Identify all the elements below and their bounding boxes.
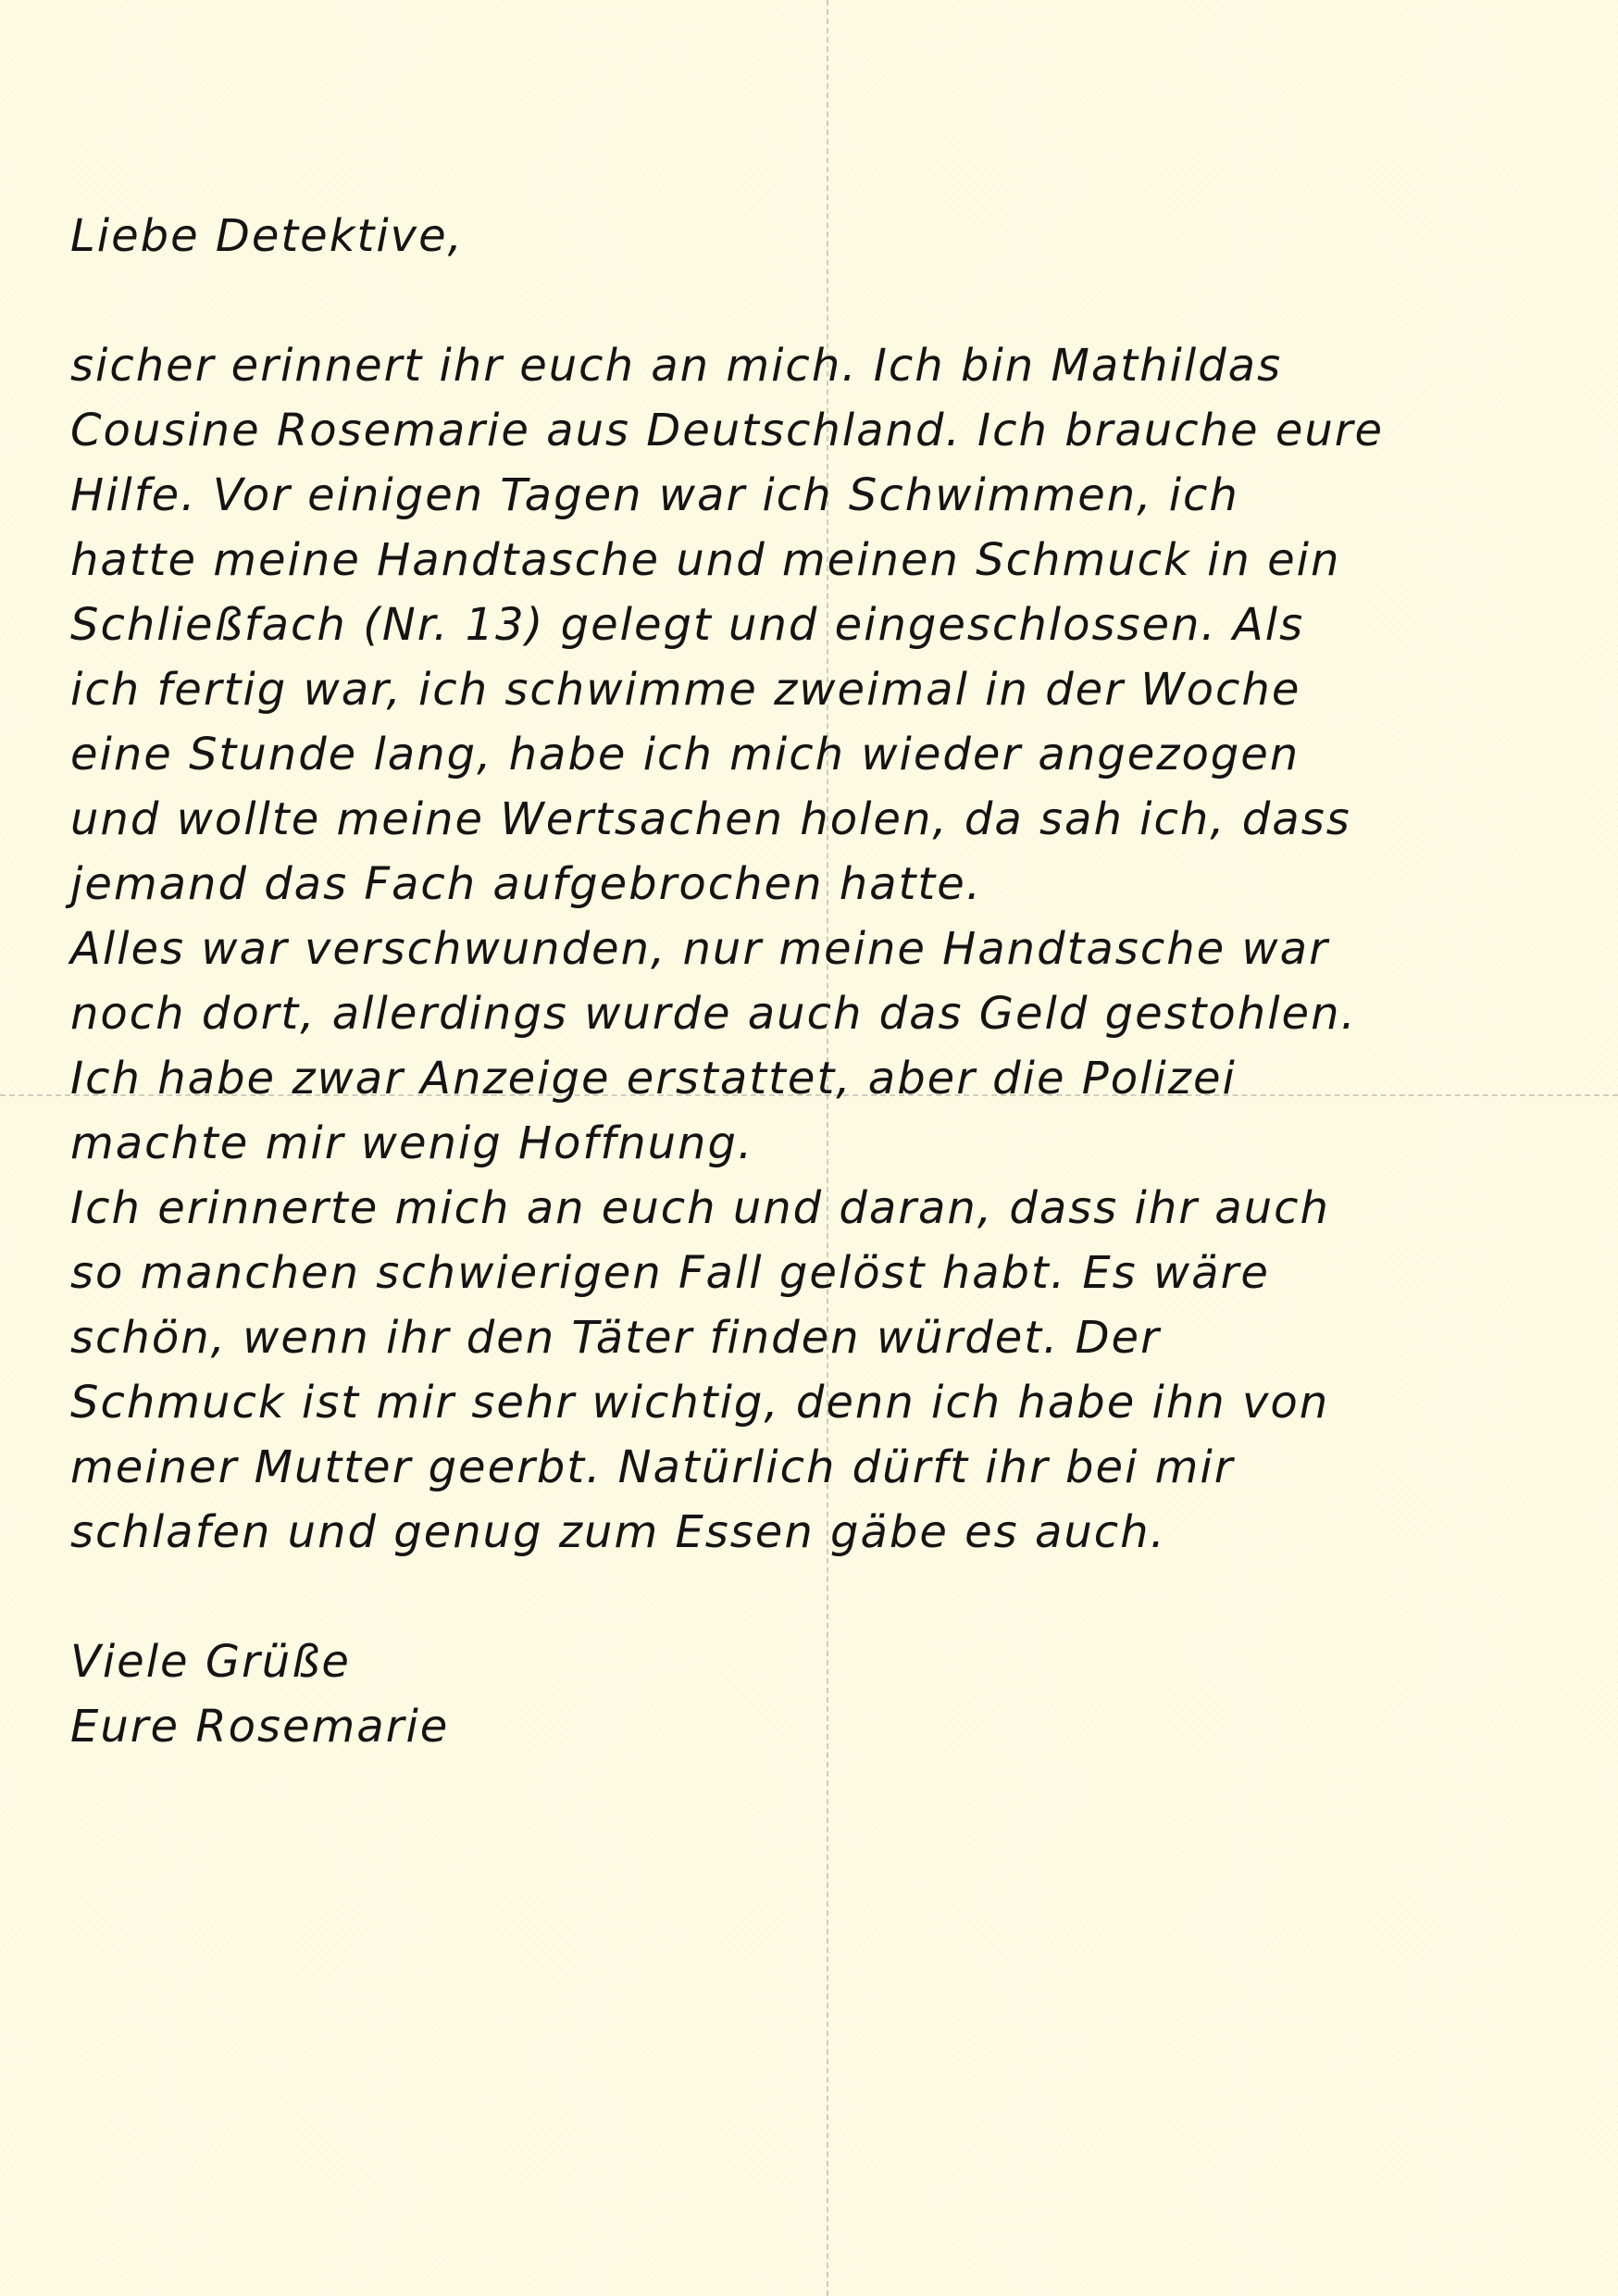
paragraph-gap <box>70 268 1570 333</box>
letter-line: Ich erinnerte mich an euch und daran, dass ihr auch <box>70 1182 1330 1234</box>
letter-line: Schließfach (Nr. 13) gelegt und eingeschlossen. Als <box>70 599 1305 651</box>
letter <box>70 204 1570 1759</box>
letter-line: Hilfe. Vor einigen Tagen war ich Schwimmen, ich <box>70 469 1239 521</box>
letter-line: und wollte meine Wertsachen holen, da sah ich, dass <box>70 793 1351 845</box>
letter-line: schön, wenn ihr den Täter finden würdet. Der <box>70 1312 1161 1364</box>
letter-line: eine Stunde lang, habe ich mich wieder angezogen <box>70 729 1301 780</box>
letter-line: so manchen schwierigen Fall gelöst habt. Es wäre <box>70 1247 1270 1299</box>
letter-line: Cousine Rosemarie aus Deutschland. Ich brauche eure <box>70 405 1385 456</box>
salutation: Liebe Detektive, <box>70 210 464 262</box>
letter-line: hatte meine Handtasche und meinen Schmuck in ein <box>70 534 1341 586</box>
signature: Eure Rosemarie <box>70 1701 450 1753</box>
letter-line: noch dort, allerdings wurde auch das Geld gestohlen. <box>70 988 1357 1040</box>
letter-line: machte mir wenig Hoffnung. <box>70 1117 754 1169</box>
letter-line: Schmuck ist mir sehr wichtig, denn ich habe ihn von <box>70 1377 1330 1429</box>
closing: Viele Grüße <box>70 1636 351 1688</box>
letter-line: jemand das Fach aufgebrochen hatte. <box>70 858 983 910</box>
letter-line: Alles war verschwunden, nur meine Handtasche war <box>70 923 1329 975</box>
letter-line: meiner Mutter geerbt. Natürlich dürft ihr bei mir <box>70 1441 1235 1493</box>
paragraph-gap <box>70 1565 1570 1629</box>
letter-line: schlafen und genug zum Essen gäbe es auch. <box>70 1506 1166 1558</box>
letter-line: ich fertig war, ich schwimme zweimal in der Woche <box>70 664 1301 716</box>
letter-line: Ich habe zwar Anzeige erstattet, aber die Polizei <box>70 1053 1237 1104</box>
letter-line: sicher erinnert ihr euch an mich. Ich bin Mathildas <box>70 340 1283 392</box>
